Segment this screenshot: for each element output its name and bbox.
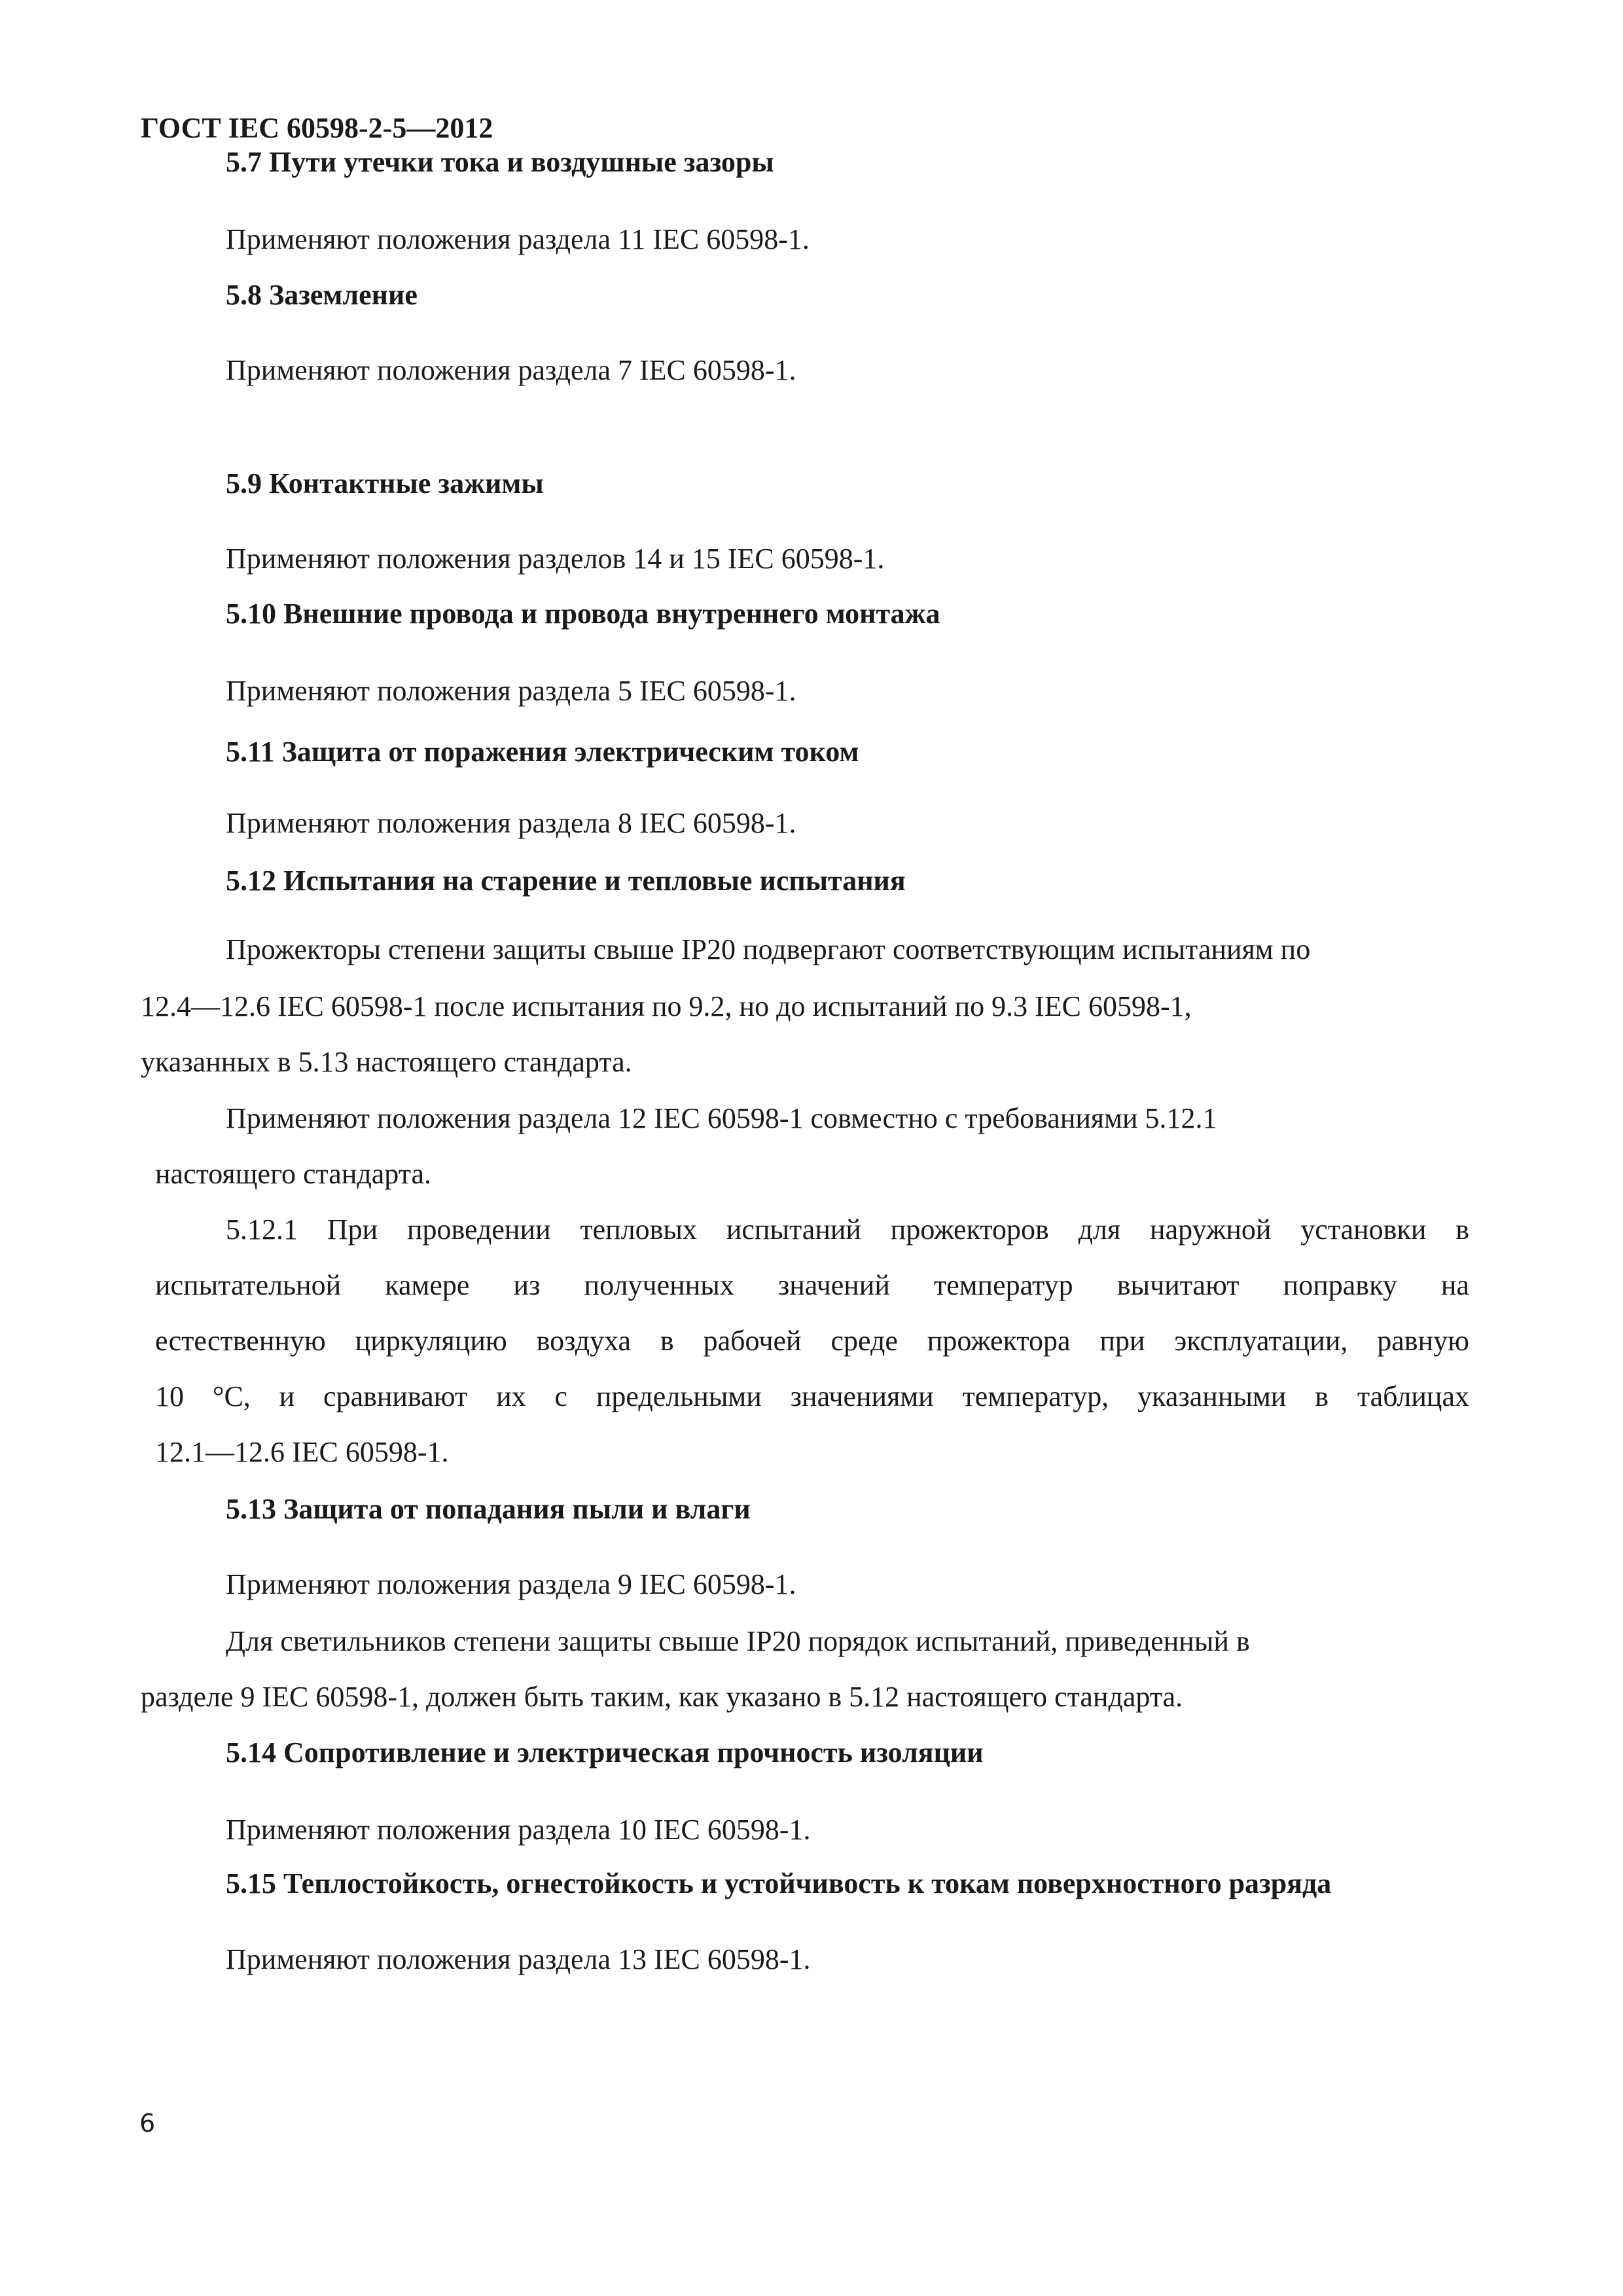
paragraph-line: Применяют положения раздела 12 IEC 60598-1 совместно с требованиями 5.12.1 [226,1102,1217,1134]
section-heading-5-8: 5.8 Заземление [226,279,418,311]
paragraph-line: 5.12.1 При проведении тепловых испытаний прожекторов для наружной установки в [226,1213,1469,1246]
paragraph-line: 12.4—12.6 IEC 60598-1 после испытания по 9.2, но до испытаний по 9.3 IEC 60598-1, [141,990,1192,1022]
section-text-5-13: Применяют положения раздела 9 IEC 60598-1. [226,1568,796,1600]
paragraph-line: настоящего стандарта. [155,1158,432,1190]
document-header: ГОСТ IEC 60598-2-5—2012 [141,112,493,144]
paragraph-line: Для светильников степени защиты свыше IP20 порядок испытаний, приведенный в [226,1625,1250,1657]
section-heading-5-15: 5.15 Теплостойкость, огнестойкость и устойчивость к токам поверхностного разряда [226,1867,1332,1899]
paragraph-line: естественную циркуляцию воздуха в рабочей среде прожектора при эксплуатации, равную [155,1325,1469,1357]
section-text-5-14: Применяют положения раздела 10 IEC 60598-1. [226,1814,811,1846]
page-number: 6 [139,2109,156,2138]
paragraph-line: испытательной камере из полученных значений температур вычитают поправку на [155,1269,1469,1301]
paragraph-line: 12.1—12.6 IEC 60598-1. [155,1436,449,1468]
section-heading-5-14: 5.14 Сопротивление и электрическая прочность изоляции [226,1736,984,1768]
section-heading-5-12: 5.12 Испытания на старение и тепловые испытания [226,865,906,897]
section-text-5-9: Применяют положения разделов 14 и 15 IEC 60598-1. [226,543,885,575]
section-text-5-15: Применяют положения раздела 13 IEC 60598-1. [226,1943,811,1975]
section-heading-5-11: 5.11 Защита от поражения электрическим током [226,736,859,768]
section-text-5-8: Применяют положения раздела 7 IEC 60598-1. [226,354,796,386]
paragraph-line: Прожекторы степени защиты свыше IP20 подвергают соответствующим испытаниям по [226,933,1311,965]
section-text-5-11: Применяют положения раздела 8 IEC 60598-1. [226,807,796,839]
paragraph-line: разделе 9 IEC 60598-1, должен быть таким, как указано в 5.12 настоящего стандарта. [141,1681,1183,1713]
section-text-5-7: Применяют положения раздела 11 IEC 60598-1. [226,223,810,255]
paragraph-line: указанных в 5.13 настоящего стандарта. [141,1046,632,1078]
section-heading-5-10: 5.10 Внешние провода и провода внутреннего монтажа [226,598,940,630]
paragraph-line: 10 °С, и сравнивают их с предельными значениями температур, указанными в таблицах [155,1380,1469,1412]
section-text-5-10: Применяют положения раздела 5 IEC 60598-1. [226,675,796,707]
section-heading-5-7: 5.7 Пути утечки тока и воздушные зазоры [226,146,774,178]
section-heading-5-13: 5.13 Защита от попадания пыли и влаги [226,1493,751,1525]
section-heading-5-9: 5.9 Контактные зажимы [226,467,544,499]
